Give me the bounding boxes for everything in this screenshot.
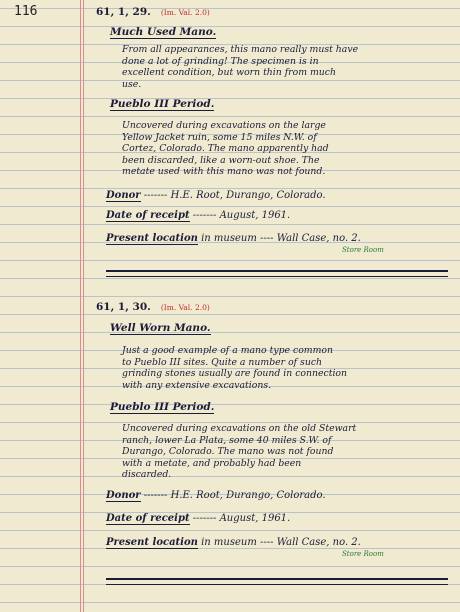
donor-label: Donor: [106, 490, 141, 501]
entry-divider: [106, 584, 448, 585]
text-line: been discarded, like a worn-out shoe. The: [122, 154, 320, 166]
margin-rule: [80, 0, 81, 612]
location-row: [106, 233, 361, 244]
text-line: Uncovered during excavations on the large: [122, 120, 326, 131]
provenance-paragraph: [122, 423, 452, 481]
donor-row: [106, 490, 326, 501]
valuation-note: (Im. Val. 2.0): [160, 303, 210, 312]
catalog-number: 61, 1, 29. (Im. Val. 2.0): [96, 6, 210, 18]
donor-value: ------- H.E. Root, Durango, Colorado.: [143, 190, 326, 201]
text-line: Durango, Colorado. The mano was not found: [122, 446, 334, 457]
location-note: Store Room: [342, 550, 384, 558]
location-label: Present location: [106, 233, 198, 244]
entry-divider: [106, 578, 448, 580]
receipt-label: Date of receipt: [106, 513, 190, 524]
text-line: From all appearances, this mano really must have: [122, 44, 359, 55]
receipt-row: [106, 210, 290, 221]
entry-title: Much Used Mano.: [110, 26, 217, 38]
period-heading: Pueblo III Period.: [110, 401, 215, 413]
text-line: to Pueblo III sites. Quite a number of such: [122, 356, 323, 368]
location-label: Present location: [106, 537, 198, 548]
text-line: with a metate, and probably had been: [122, 457, 302, 469]
provenance-paragraph: [122, 120, 452, 178]
text-line: Yellow Jacket ruin, some 15 miles N.W. of: [122, 131, 317, 143]
receipt-value: ------- August, 1961.: [192, 513, 291, 524]
text-line: use.: [122, 78, 142, 90]
location-value: in museum ---- Wall Case, no. 2.: [201, 537, 361, 548]
donor-value: ------- H.E. Root, Durango, Colorado.: [143, 490, 326, 501]
entry-title: Well Worn Mano.: [110, 322, 211, 334]
text-line: ranch, lower La Plata, some 40 miles S.W. of: [122, 434, 332, 446]
description-paragraph: [122, 44, 452, 90]
receipt-value: ------- August, 1961.: [192, 210, 291, 221]
receipt-row: [106, 513, 290, 524]
text-line: Cortez, Colorado. The mano apparently had: [122, 143, 329, 154]
text-line: metate used with this mano was not found.: [122, 166, 326, 177]
donor-row: [106, 190, 326, 201]
catalog-number: 61, 1, 30. (Im. Val. 2.0): [96, 301, 210, 313]
period-heading: Pueblo III Period.: [110, 98, 215, 110]
margin-rule: [83, 0, 84, 612]
valuation-note: (Im. Val. 2.0): [160, 8, 210, 17]
entry-divider: [106, 276, 448, 277]
text-line: discarded.: [122, 469, 172, 480]
location-row: [106, 537, 361, 548]
description-paragraph: [122, 345, 452, 391]
text-line: done a lot of grinding! The specimen is in: [122, 55, 319, 67]
location-value: in museum ---- Wall Case, no. 2.: [201, 233, 361, 244]
text-line: excellent condition, but worn thin from much: [122, 67, 336, 78]
text-line: with any extensive excavations.: [122, 379, 272, 391]
location-note: Store Room: [342, 246, 384, 254]
donor-label: Donor: [106, 190, 141, 201]
receipt-label: Date of receipt: [106, 210, 190, 221]
text-line: grinding stones usually are found in connection: [122, 368, 348, 379]
text-line: Just a good example of a mano type common: [122, 345, 334, 356]
text-line: Uncovered during excavations on the old Stewart: [122, 423, 357, 434]
entry-divider: [106, 270, 448, 272]
page-number: 116: [14, 4, 38, 19]
